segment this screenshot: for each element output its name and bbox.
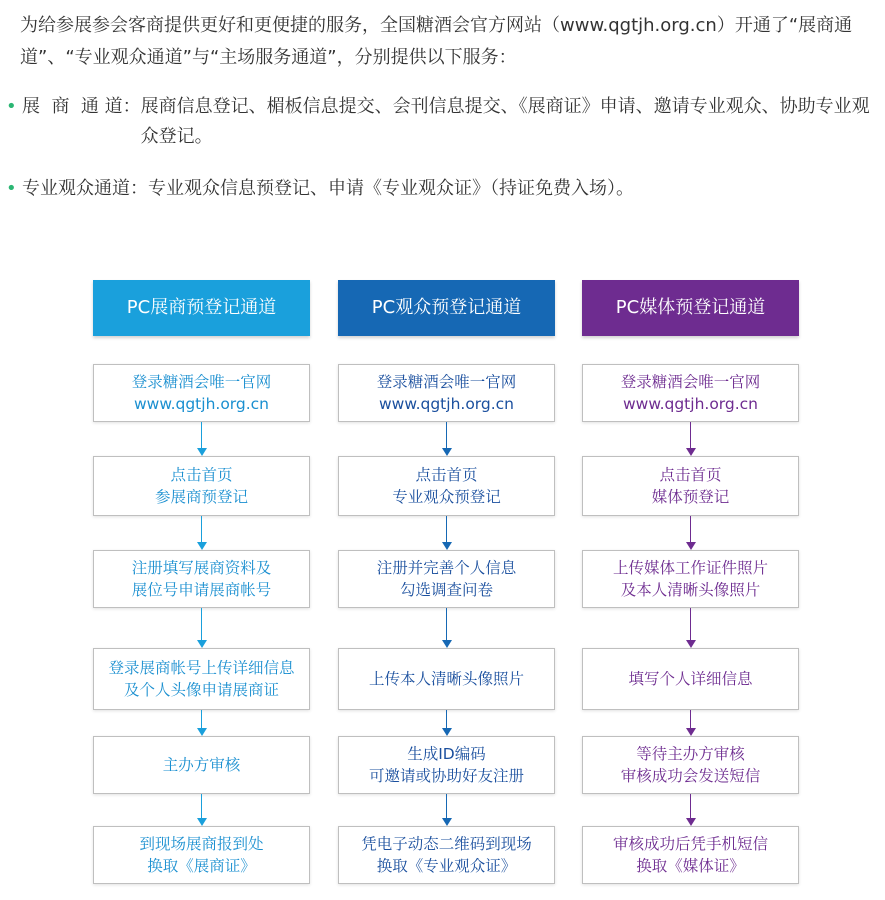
flow-arrow-down-icon bbox=[442, 422, 452, 456]
flow-step-exhibitor-3 bbox=[93, 550, 310, 608]
flow-step-visitor-2 bbox=[338, 456, 555, 516]
flow-step-text: 凭电子动态二维码到现场 换取《专业观众证》 bbox=[361, 835, 532, 875]
bullet-dot-icon: • bbox=[6, 96, 17, 117]
flow-step-exhibitor-5 bbox=[93, 736, 310, 794]
flow-step-exhibitor-2 bbox=[93, 456, 310, 516]
flow-arrow-down-icon bbox=[686, 710, 696, 736]
flow-step-media-4 bbox=[582, 648, 799, 710]
bullet-label: 展 商 通 道： bbox=[22, 96, 141, 117]
flow-step-text: 点击首页 专业观众预登记 bbox=[392, 466, 501, 506]
flow-arrow-down-icon bbox=[197, 794, 207, 826]
flow-arrow-down-icon bbox=[686, 794, 696, 826]
flow-header-media: PC媒体预登记通道 bbox=[582, 280, 799, 336]
flow-step-media-6 bbox=[582, 826, 799, 884]
flow-arrow-down-icon bbox=[686, 516, 696, 550]
bullet-text: 展商信息登记、楣板信息提交、会刊信息提交、《展商证》申请、邀请专业观众、协助专业观众登记。 bbox=[140, 96, 870, 147]
flow-step-text: 登录糖酒会唯一官网 www.qgtjh.org.cn bbox=[620, 373, 761, 413]
flow-arrow-down-icon bbox=[686, 422, 696, 456]
flow-step-exhibitor-4 bbox=[93, 648, 310, 710]
flow-step-exhibitor-6 bbox=[93, 826, 310, 884]
flow-arrow-down-icon bbox=[442, 516, 452, 550]
flow-step-media-1 bbox=[582, 364, 799, 422]
flow-step-visitor-6 bbox=[338, 826, 555, 884]
flow-step-media-3 bbox=[582, 550, 799, 608]
flow-step-text: 注册并完善个人信息 勾选调查问卷 bbox=[376, 559, 517, 599]
flow-arrow-down-icon bbox=[197, 516, 207, 550]
flow-step-text: 点击首页 参展商预登记 bbox=[154, 466, 248, 506]
flow-step-text: 生成ID编码 可邀请或协助好友注册 bbox=[368, 745, 524, 785]
flow-step-visitor-1 bbox=[338, 364, 555, 422]
flow-header-exhibitor: PC展商预登记通道 bbox=[93, 280, 310, 336]
flow-arrow-down-icon bbox=[686, 608, 696, 648]
flow-header-visitor: PC观众预登记通道 bbox=[338, 280, 555, 336]
flow-step-exhibitor-1 bbox=[93, 364, 310, 422]
bullet-dot-icon: • bbox=[6, 178, 17, 199]
flow-arrow-down-icon bbox=[442, 710, 452, 736]
bullet-visitor-channel bbox=[6, 174, 872, 204]
flow-step-text: 主办方审核 bbox=[162, 756, 241, 774]
flow-step-text: 上传媒体工作证件照片 及本人清晰头像照片 bbox=[612, 559, 768, 599]
flow-arrow-down-icon bbox=[197, 608, 207, 648]
flow-step-text: 审核成功后凭手机短信 换取《媒体证》 bbox=[612, 835, 768, 875]
bullet-exhibitor-channel bbox=[6, 92, 872, 152]
flow-arrow-down-icon bbox=[197, 710, 207, 736]
flow-step-visitor-5 bbox=[338, 736, 555, 794]
flow-step-text: 登录糖酒会唯一官网 www.qgtjh.org.cn bbox=[131, 373, 272, 413]
flow-step-text: 填写个人详细信息 bbox=[628, 670, 753, 688]
flow-arrow-down-icon bbox=[197, 422, 207, 456]
intro-paragraph: 为给参展参会客商提供更好和更便捷的服务，全国糖酒会官方网站（www.qgtjh.org.cn）开通了“展商通道”、“专业观众通道”与“主场服务通道”，分别提供以下服务： bbox=[20, 15, 853, 68]
bullet-text: 专业观众信息预登记、申请《专业观众证》（持证免费入场）。 bbox=[148, 178, 634, 199]
bullet-label: 专业观众通道： bbox=[22, 178, 148, 199]
flow-step-visitor-3 bbox=[338, 550, 555, 608]
flow-step-text: 点击首页 媒体预登记 bbox=[651, 466, 730, 506]
flow-step-text: 等待主办方审核 审核成功会发送短信 bbox=[620, 745, 761, 785]
flow-step-text: 登录糖酒会唯一官网 www.qgtjh.org.cn bbox=[376, 373, 517, 413]
flow-step-media-5 bbox=[582, 736, 799, 794]
flow-arrow-down-icon bbox=[442, 608, 452, 648]
flow-step-visitor-4 bbox=[338, 648, 555, 710]
flow-step-text: 注册填写展商资料及 展位号申请展商帐号 bbox=[131, 559, 272, 599]
flow-step-media-2 bbox=[582, 456, 799, 516]
flow-step-text: 上传本人清晰头像照片 bbox=[368, 670, 524, 688]
flow-step-text: 到现场展商报到处 换取《展商证》 bbox=[139, 835, 264, 875]
flow-step-text: 登录展商帐号上传详细信息 及个人头像申请展商证 bbox=[108, 659, 295, 699]
flow-arrow-down-icon bbox=[442, 794, 452, 826]
